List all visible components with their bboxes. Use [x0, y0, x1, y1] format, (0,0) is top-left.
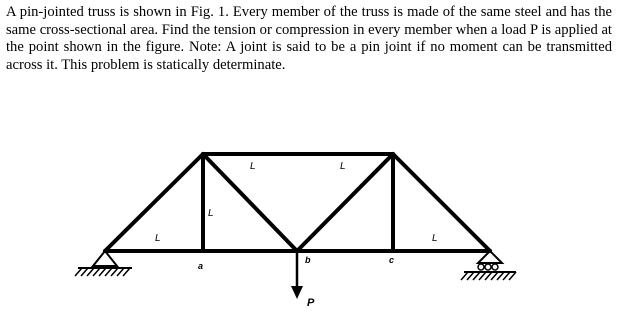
left-diagonal [105, 154, 203, 251]
right-diagonal [393, 154, 490, 251]
joint-label-a: a [198, 261, 204, 271]
member-label-bottom-right: L [432, 233, 438, 244]
roller-support-right [461, 251, 516, 280]
joint-label-b: b [305, 255, 311, 265]
joint-label-c: c [389, 255, 395, 265]
member-label-top-right: L [340, 161, 346, 172]
member-label-top-left: L [250, 161, 256, 172]
member-label-vertical: L [208, 208, 214, 219]
member-label-bottom-left: L [155, 233, 161, 244]
pin-support-left [75, 251, 132, 276]
problem-statement: A pin-jointed truss is shown in Fig. 1. Every member of the truss is made of the same steel and has the same cross-sectional area. Find the tension or compression in every member when a load P is applied at the point shown in the figure. Note: A joint is said to be a pin joint if no moment can be transmitted across it. This problem is statically determinate. [6, 4, 612, 73]
load-arrow [291, 251, 303, 299]
load-label-p: P [307, 297, 315, 309]
